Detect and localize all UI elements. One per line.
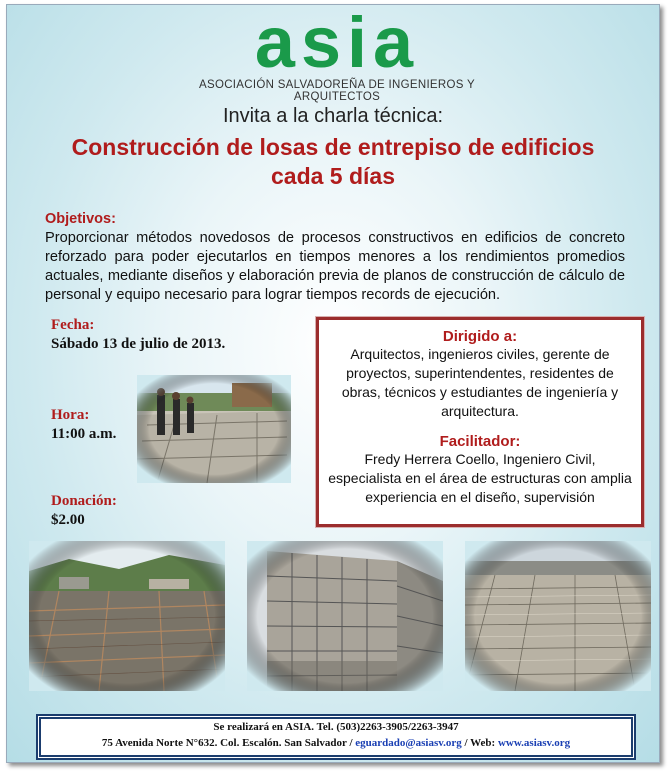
title-line-2: cada 5 días xyxy=(270,163,396,189)
organization-name: ASOCIACIÓN SALVADOREÑA DE INGENIEROS Y ARQUITECTOS xyxy=(199,79,475,103)
donation-label: Donación: xyxy=(51,493,117,509)
title-line-1: Construcción de losas de entrepiso de edificios xyxy=(71,134,595,160)
audience-text: Arquitectos, ingenieros civiles, gerente de proyectos, superintendentes, residentes de obras, técnicos y estudiantes de ingeniería y arquitectura. xyxy=(341,346,619,419)
slab-rebar-grid-photo xyxy=(465,541,651,691)
facilitator-label: Facilitador: xyxy=(439,433,521,450)
objectives-label: Objetivos: xyxy=(45,211,116,227)
footer-address-line xyxy=(41,735,631,751)
time-label: Hora: xyxy=(51,407,90,423)
rebar-foundation-photo xyxy=(29,541,225,691)
footer-email-link[interactable]: eguardado@asiasv.org xyxy=(355,737,462,749)
date-value: Sábado 13 de julio de 2013. xyxy=(51,336,226,352)
info-box xyxy=(316,317,644,527)
talk-title xyxy=(7,133,659,191)
facilitator-text: Fredy Herrera Coello, Ingeniero Civil, especialista en el área de estructuras con amplia experiencia en el diseño, supervisión xyxy=(328,451,632,505)
footer-venue-phone: Se realizará en ASIA. Tel. (503)2263-3905/2263-3947 xyxy=(213,721,459,733)
audience-label: Dirigido a: xyxy=(442,328,518,345)
invite-text: Invita a la charla técnica: xyxy=(222,105,444,127)
footer-address: 75 Avenida Norte N°632. Col. Escalón. San Salvador / xyxy=(101,737,356,749)
date-label: Fecha: xyxy=(51,317,95,333)
logo-text: asia xyxy=(254,15,420,75)
footer-web-label: / Web: xyxy=(461,737,498,749)
donation-value: $2.00 xyxy=(51,512,85,528)
time-value: 11:00 a.m. xyxy=(51,426,117,442)
workers-slab-photo xyxy=(137,375,291,483)
flyer xyxy=(6,4,660,763)
footer-website-link[interactable]: www.asiasv.org xyxy=(497,737,571,749)
scaffolding-building-photo xyxy=(247,541,443,691)
objectives-text: Proporcionar métodos novedosos de procesos constructivos en edificios de concreto reforzado para poder ejecutarlos en tiempos menores a los rendimientos promedios actuales, mediante diseños y elaboración previa de planos de construcción de cálculo de personal y equipo necesario para lograr tiempos records de ejecución. xyxy=(45,230,625,303)
asia-logo xyxy=(197,15,477,75)
footer-contact xyxy=(39,717,633,757)
